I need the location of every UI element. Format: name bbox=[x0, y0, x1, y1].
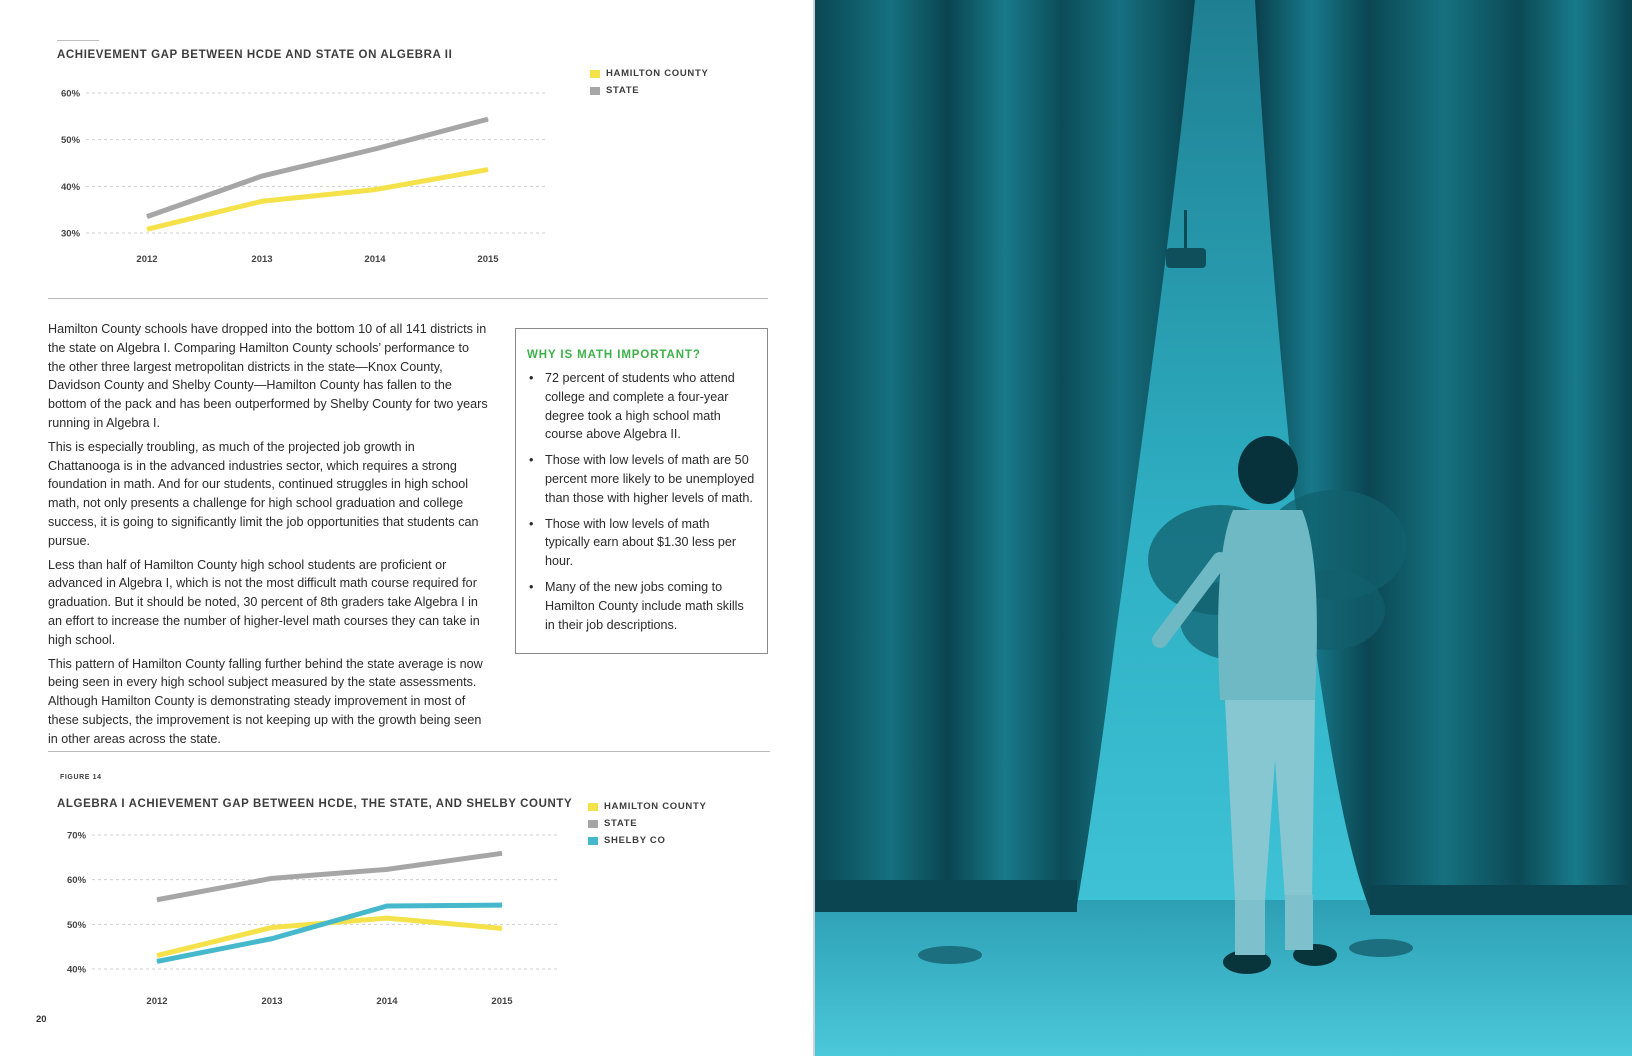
data-point-hamilton-county bbox=[157, 955, 158, 956]
body-paragraph: This is especially troubling, as much of the projected job growth in Chattanooga is in the advanced industries sector, which requires a strong foundation in math. And for our students, continued struggles in high school math, not only presents a challenge for high school graduation and college success, it is going to significantly limit the job opportunities that students can pursue. bbox=[48, 439, 479, 548]
callout-list-item: • Those with low levels of math are 50 percent more likely to be unemployed than those with higher levels of math. bbox=[527, 451, 755, 507]
series-line-state bbox=[157, 853, 502, 899]
y-tick-label: 50% bbox=[61, 135, 81, 147]
y-tick-label: 40% bbox=[67, 964, 87, 976]
photo-illustration bbox=[815, 0, 1632, 1056]
x-tick-label: 2012 bbox=[136, 254, 158, 265]
legend-label-hamilton: HAMILTON COUNTY bbox=[606, 68, 709, 79]
x-tick-label: 2013 bbox=[261, 996, 283, 1007]
data-point-state bbox=[272, 878, 273, 879]
figure-label: FIGURE 14 bbox=[60, 774, 102, 781]
chart-bottom-title: ALGEBRA I ACHIEVEMENT GAP BETWEEN HCDE, THE STATE, AND SHELBY COUNTY bbox=[57, 798, 573, 810]
legend-label-hamilton: HAMILTON COUNTY bbox=[604, 801, 707, 812]
photo-child-behind-curtain bbox=[815, 0, 1632, 1056]
callout-list-item: • Those with low levels of math typically earn about $1.30 less per hour. bbox=[527, 515, 755, 571]
page-number: 20 bbox=[36, 1014, 47, 1025]
callout-list-item: • Many of the new jobs coming to Hamilton County include math skills in their job descriptions. bbox=[527, 578, 755, 634]
x-tick-label: 2015 bbox=[491, 996, 513, 1007]
data-point-shelby-co bbox=[157, 961, 158, 962]
y-tick-label: 60% bbox=[67, 875, 87, 887]
y-tick-label: 50% bbox=[67, 919, 87, 931]
series-line-shelby-co bbox=[157, 905, 502, 961]
data-point-hamilton-county bbox=[387, 918, 388, 919]
body-paragraph: Less than half of Hamilton County high school students are proficient or advanced in Algebra I, which is not the most difficult math course required for graduation. But it should be noted, 30 percent of 8th graders take Algebra I in an effort to increase the number of higher-level math courses they can take in high school. bbox=[48, 557, 480, 647]
y-tick-label: 70% bbox=[67, 830, 87, 842]
data-point-hamilton-county bbox=[502, 928, 503, 929]
x-tick-label: 2012 bbox=[146, 996, 168, 1007]
data-point-shelby-co bbox=[502, 905, 503, 906]
x-tick-label: 2013 bbox=[251, 254, 273, 265]
y-tick-label: 60% bbox=[61, 88, 81, 100]
data-point-shelby-co bbox=[387, 906, 388, 907]
y-tick-label: 40% bbox=[61, 181, 81, 193]
body-paragraph: This pattern of Hamilton County falling further behind the state average is now being seen in every high school subject measured by the state assessments. Although Hamilton County is demonstrating steady improvement in most of these subjects, the improvement is not keeping up with the growth being seen in other areas across the state. bbox=[48, 656, 483, 746]
data-point-state bbox=[502, 853, 503, 854]
chart-top-title: ACHIEVEMENT GAP BETWEEN HCDE AND STATE ON ALGEBRA II bbox=[57, 49, 453, 61]
legend-label-state: STATE bbox=[606, 85, 640, 96]
data-point-shelby-co bbox=[272, 938, 273, 939]
report-page-left bbox=[0, 0, 815, 1056]
callout-title: WHY IS MATH IMPORTANT? bbox=[527, 349, 701, 361]
body-paragraph: Hamilton County schools have dropped into the bottom 10 of all 141 districts in the state on Algebra I. Comparing Hamilton County schools’ performance to the other three largest metropolitan districts in the state—Knox County, Davidson County and Shelby County—Hamilton County has fallen to the bottom of the pack and has been outperformed by Shelby County for two years running in Algebra I. bbox=[48, 322, 488, 430]
y-tick-label: 30% bbox=[61, 228, 81, 240]
data-point-state bbox=[387, 869, 388, 870]
x-tick-label: 2014 bbox=[364, 254, 386, 265]
x-tick-label: 2014 bbox=[376, 996, 398, 1007]
chart-bottom-plot bbox=[0, 0, 815, 1056]
legend-label-shelby: SHELBY CO bbox=[604, 835, 666, 846]
callout-list-item: • 72 percent of students who attend college and complete a four-year degree took a high school math course above Algebra II. bbox=[527, 369, 755, 444]
data-point-state bbox=[157, 899, 158, 900]
legend-label-state: STATE bbox=[604, 818, 638, 829]
x-tick-label: 2015 bbox=[477, 254, 499, 265]
data-point-hamilton-county bbox=[272, 927, 273, 928]
